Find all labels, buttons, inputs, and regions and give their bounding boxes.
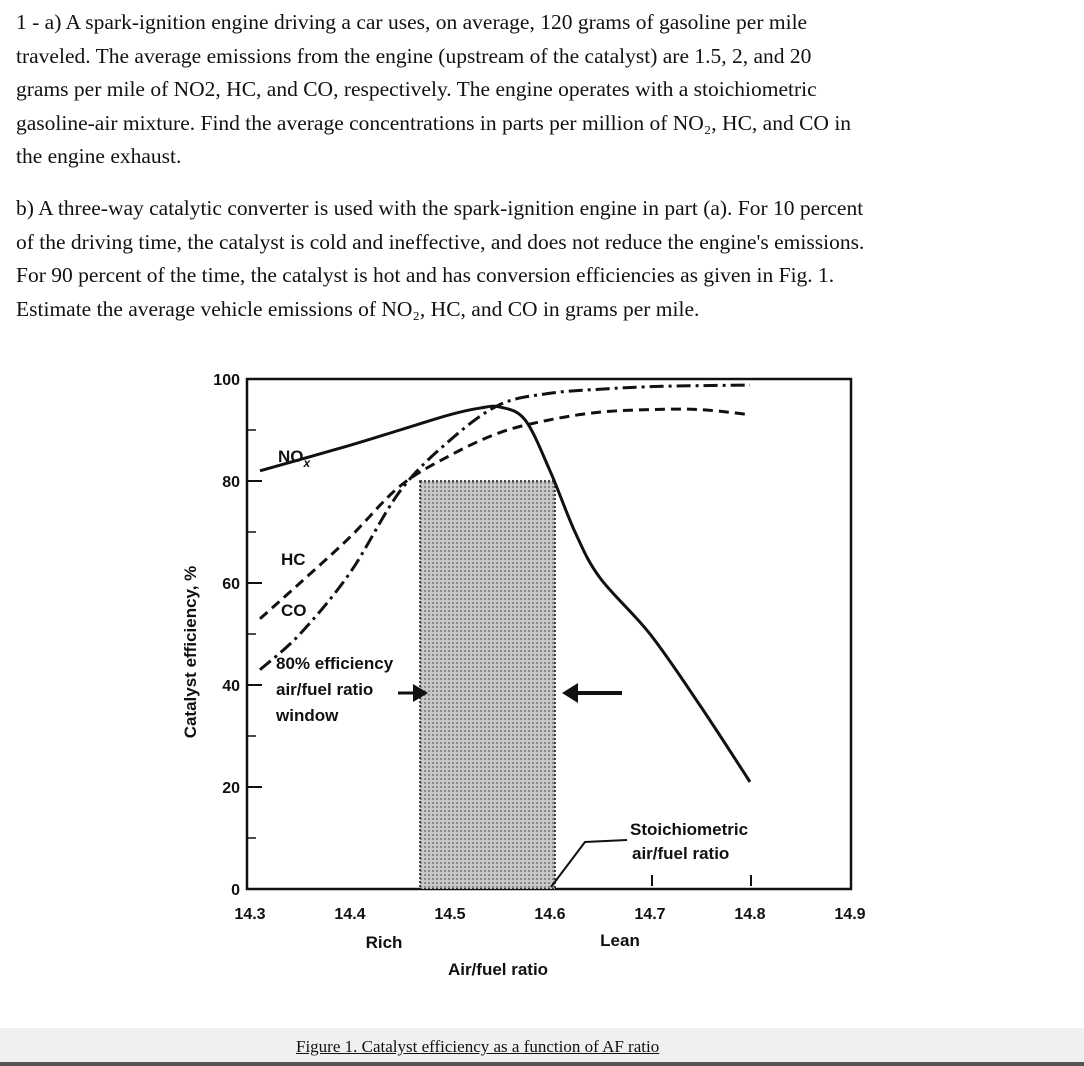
x-tick-label: 14.4 bbox=[334, 906, 366, 923]
series-label-co: CO bbox=[281, 601, 307, 620]
efficiency-window-region bbox=[420, 481, 555, 889]
y-tick-label: 40 bbox=[222, 678, 240, 695]
y-tick-label: 100 bbox=[213, 372, 240, 389]
x-tick-label: 14.3 bbox=[234, 906, 266, 923]
part-b-line: For 90 percent of the time, the catalyst is hot and has conversion efficiencies as given in Fig. 1. bbox=[16, 263, 835, 288]
part-a-line: the engine exhaust. bbox=[16, 144, 182, 169]
catalyst-efficiency-chart bbox=[0, 362, 1084, 1002]
part-b-line: b) A three-way catalytic converter is used with the spark-ignition engine in part (a). For 10 percent bbox=[16, 196, 864, 220]
figure-caption: Figure 1. Catalyst efficiency as a function of AF ratio bbox=[296, 1037, 660, 1056]
x-tick-label: 14.8 bbox=[734, 906, 766, 923]
rich-label: Rich bbox=[365, 933, 403, 952]
part-a-line: 1 - a) A spark-ignition engine driving a car uses, on average, 120 grams of gasoline per mile bbox=[16, 10, 808, 34]
x-axis-label: Air/fuel ratio bbox=[447, 960, 549, 979]
y-tick-label: 20 bbox=[222, 780, 240, 797]
window-right-arrow-icon bbox=[562, 683, 622, 703]
part-b-line: Estimate the average vehicle emissions of NO₂, HC, and CO in grams per mile. bbox=[16, 296, 700, 321]
series-label-nox: $NO_x$ bbox=[278, 447, 311, 470]
stoich-leader-line bbox=[551, 840, 627, 887]
window-label-line2: air/fuel ratio bbox=[276, 680, 374, 699]
y-tick-label: 80 bbox=[222, 474, 240, 491]
y-tick-label: 0 bbox=[231, 882, 240, 899]
problem-part-a bbox=[16, 6, 1078, 174]
part-a-line: traveled. The average emissions from the engine (upstream of the catalyst) are 1.5, 2, and 20 bbox=[16, 43, 812, 68]
window-label-line3: window bbox=[276, 706, 339, 725]
lean-label: Lean bbox=[600, 931, 640, 950]
part-a-line: gasoline-air mixture. Find the average concentrations in parts per million of NO₂, HC, and CO in bbox=[16, 110, 852, 135]
x-tick-label: 14.7 bbox=[634, 906, 666, 923]
part-a-line: grams per mile of NO2, HC, and CO, respectively. The engine operates with a stoichiometric bbox=[16, 77, 817, 102]
series-label-hc: HC bbox=[281, 550, 306, 569]
stoich-label-line2: air/fuel ratio bbox=[632, 844, 730, 863]
y-tick-label: 60 bbox=[222, 576, 240, 593]
window-label-line1: 80% efficiency bbox=[276, 654, 394, 673]
x-tick-label: 14.6 bbox=[534, 906, 566, 923]
x-tick-label: 14.9 bbox=[834, 906, 866, 923]
y-axis-label: Catalyst efficiency, % bbox=[181, 565, 200, 739]
problem-part-b bbox=[16, 192, 1078, 326]
part-b-line: of the driving time, the catalyst is cold and ineffective, and does not reduce the engine's emissions. bbox=[16, 229, 865, 254]
stoich-label-line1: Stoichiometric bbox=[630, 820, 749, 839]
x-tick-label: 14.5 bbox=[434, 906, 466, 923]
